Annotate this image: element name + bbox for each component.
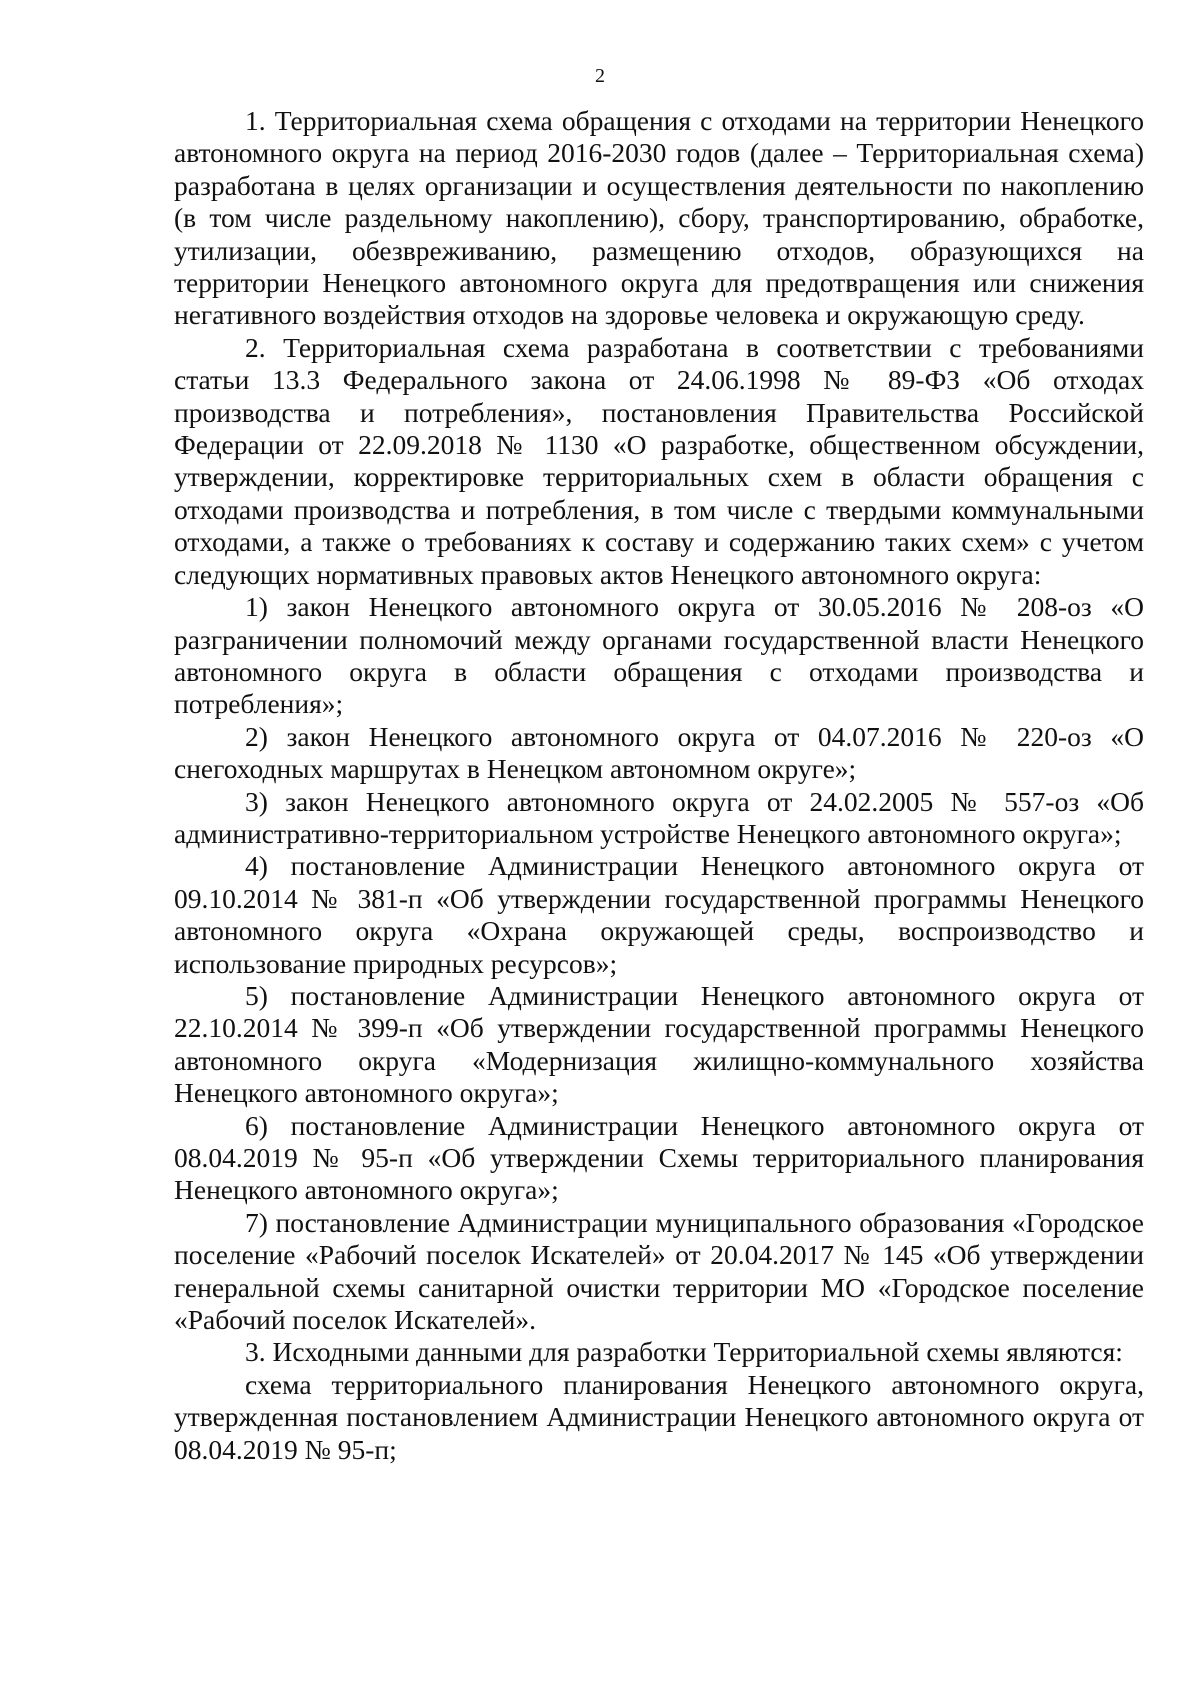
list-item-law-220-oz: 2) закон Ненецкого автономного округа от 04.07.2016 № 220-оз «О снегоходных маршрутах в Ненецком автономном округе»;	[174, 720, 1144, 785]
document-body	[174, 105, 1144, 1466]
list-item-resolution-145: 7) постановление Администрации муниципального образования «Городское поселение «Рабочий поселок Искателей» от 20.04.2017 № 145 «Об утверждении генеральной схемы санитарной очистки территории МО «Городское поселение «Рабочий поселок Искателей».	[174, 1206, 1144, 1336]
list-item-resolution-95-p: 6) постановление Администрации Ненецкого автономного округа от 08.04.2019 № 95-п «Об утверждении Схемы территориального планирования Ненецкого автономного округа»;	[174, 1109, 1144, 1206]
list-item-resolution-399-p: 5) постановление Администрации Ненецкого автономного округа от 22.10.2014 № 399-п «Об утверждении государственной программы Ненецкого автономного округа «Модернизация жилищно-коммунального хозяйства Ненецкого автономного округа»;	[174, 979, 1144, 1109]
list-item-resolution-381-p: 4) постановление Администрации Ненецкого автономного округа от 09.10.2014 № 381-п «Об утверждении государственной программы Ненецкого автономного округа «Охрана окружающей среды, воспроизводство и использование природных ресурсов»;	[174, 850, 1144, 979]
paragraph-spatial-planning-scheme: схема территориального планирования Ненецкого автономного округа, утвержденная постановлением Администрации Ненецкого автономного округа от 08.04.2019 № 95-п;	[174, 1368, 1144, 1465]
list-item-law-557-oz: 3) закон Ненецкого автономного округа от 24.02.2005 № 557-оз «Об административно-территориальном устройстве Ненецкого автономного округа»;	[174, 785, 1144, 849]
paragraph-legal-basis: 2. Территориальная схема разработана в соответствии с требованиями статьи 13.3 Федерального закона от 24.06.1998 № 89-ФЗ «Об отходах производства и потребления», постановления Правительства Российской Федерации от 22.09.2018 № 1130 «О разработке, общественном обсуждении, утверждении, корректировке территориальных схем в области обращения с отходами производства и потребления, в том числе с твердыми коммунальными отходами, а также о требованиях к составу и содержанию таких схем» с учетом следующих нормативных правовых актов Ненецкого автономного округа:	[174, 331, 1144, 590]
paragraph-source-data: 3. Исходными данными для разработки Территориальной схемы являются:	[245, 1336, 1123, 1368]
paragraph-territorial-scheme-purpose: 1. Территориальная схема обращения с отходами на территории Ненецкого автономного округа на период 2016-2030 годов (далее – Территориальная схема) разработана в целях организации и осуществления деятельности по накоплению (в том числе раздельному накоплению), сбору, транспортированию, обработке, утилизации, обезвреживанию, размещению отходов, образующихся на территории Ненецкого автономного округа для предотвращения или снижения негативного воздействия отходов на здоровье человека и окружающую среду.	[174, 105, 1144, 331]
list-item-law-208-oz: 1) закон Ненецкого автономного округа от 30.05.2016 № 208-оз «О разграничении полномочий между органами государственной власти Ненецкого автономного округа в области обращения с отходами производства и потребления»;	[174, 591, 1144, 720]
page-number: 2	[595, 65, 605, 87]
